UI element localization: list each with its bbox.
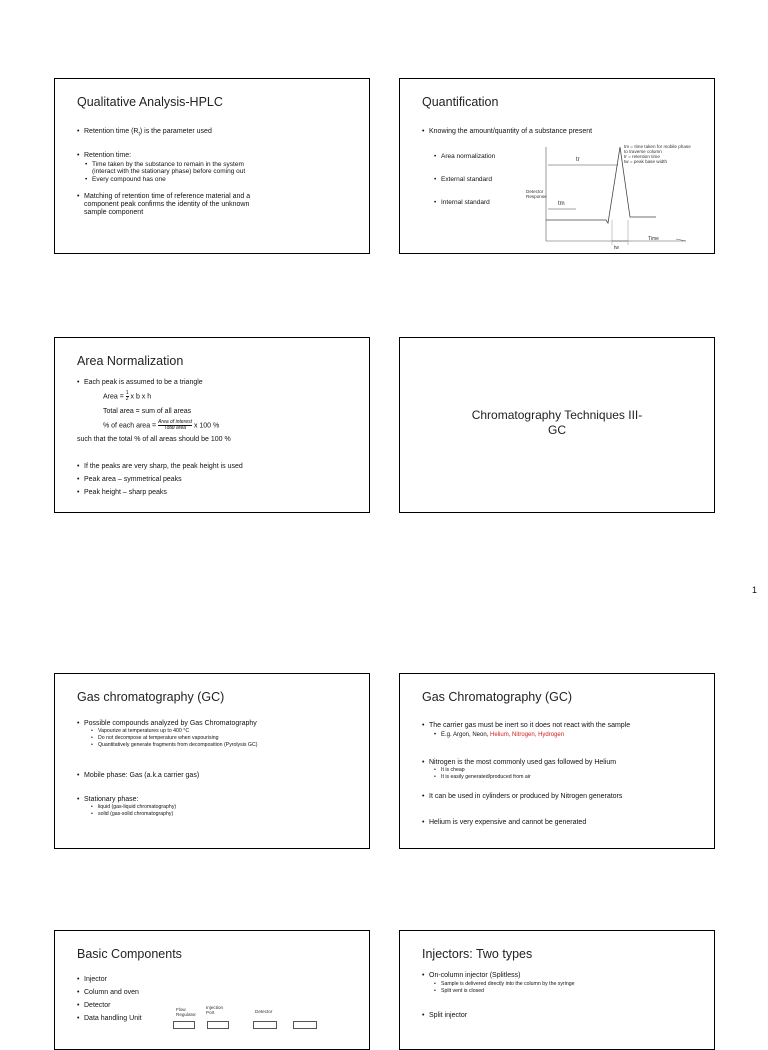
slide-gas-chromatography-2 (399, 673, 715, 849)
percent-formula: % of each area = $\frac{\text{Area of interest}}{\text{Total area}}$ x 100 % (103, 419, 220, 431)
diagram-box (293, 1021, 317, 1029)
sub-bullet: • Vapourize at temperatures up to 400 °C (91, 728, 190, 734)
tm-label: tm (558, 201, 565, 207)
bullet: • Possible compounds analyzed by Gas Chromatography (77, 720, 257, 727)
slide-title: Basic Components (77, 947, 182, 961)
slide-title: Gas chromatography (GC) (77, 690, 225, 704)
chromatogram-figure (526, 135, 712, 251)
bullet: • It can be used in cylinders or produced by Nitrogen generators (422, 793, 623, 800)
bullet: • On-column injector (Splitless) (422, 972, 521, 979)
bullet: • The carrier gas must be inert so it does not react with the sample (422, 722, 631, 729)
bullet-cont: sample component (84, 209, 144, 216)
diagram-label: Injection Port (206, 1005, 224, 1015)
sub-bullet: • Do not decompose at temperature when vapourising (91, 735, 219, 741)
slide-gas-chromatography (54, 673, 370, 849)
diagram-box (207, 1021, 229, 1029)
tw-label: tw (614, 245, 619, 251)
time-label: Time (648, 236, 659, 242)
bullet: • Split injector (422, 1012, 468, 1019)
slide-area-normalization (54, 337, 370, 513)
slide-injectors (399, 930, 715, 1050)
sub-bullet: • It is easily generated/produced from air (434, 774, 531, 780)
bullet: • Each peak is assumed to be a triangle (77, 379, 203, 386)
slide-chromatography-techniques (399, 337, 715, 513)
sub-bullet: • Time taken by the substance to remain in the system (85, 161, 244, 168)
sub-bullet: • E.g. Argon, Neon, Helium, Nitrogen, Hydrogen (434, 732, 565, 738)
slide-title: Qualitative Analysis-HPLC (77, 95, 223, 109)
total-area: Total area = sum of all areas (103, 408, 192, 415)
method-item: • Area normalization (434, 153, 496, 160)
slide-title: Area Normalization (77, 354, 184, 368)
sub-bullet: • It is cheap (434, 767, 465, 773)
bullet: • Nitrogen is the most commonly used gas followed by Helium (422, 759, 617, 766)
method-item: • Internal standard (434, 199, 490, 206)
sub-bullet: • liquid (gas-liquid chromatography) (91, 804, 177, 810)
bullet: • Stationary phase: (77, 796, 139, 803)
diagram-box (173, 1021, 195, 1029)
tr-label: tr (576, 157, 580, 163)
bullet: • Mobile phase: Gas (a.k.a carrier gas) (77, 772, 200, 779)
sub-bullet: • Sample is delivered directly into the column by the syringe (434, 981, 575, 987)
bullet-cont: component peak confirms the identity of the unknown (84, 201, 250, 208)
page-number: 1 (752, 585, 758, 595)
bullet: • Data handling Unit (77, 1015, 142, 1022)
bullet: • Helium is very expensive and cannot be generated (422, 819, 587, 826)
diagram-label: Flow Regulator (176, 1007, 196, 1017)
bullet: • If the peaks are very sharp, the peak height is used (77, 463, 243, 470)
method-item: • External standard (434, 176, 492, 183)
legend-text: tm = time taken for mobile phase to traverse column tr = retention time tw = peak base width (624, 144, 691, 164)
diagram-box (253, 1021, 277, 1029)
bullet: • Peak height – sharp peaks (77, 489, 167, 496)
helium-text: Helium, (490, 732, 511, 738)
slide-title: Gas Chromatography (GC) (422, 690, 573, 704)
hydrogen-text: Hydrogen (538, 732, 565, 738)
sub-bullet: • Quantitatively generate fragments from decomposition (Pyrolysis GC) (91, 742, 258, 748)
gc-diagram (173, 1005, 363, 1025)
bullet: • Column and oven (77, 989, 139, 996)
slide-basic-components (54, 930, 370, 1050)
bullet: • Peak area – symmetrical peaks (77, 476, 182, 483)
slide-title: Quantification (422, 95, 499, 109)
area-formula: Area = $\frac{1}{2}$ x b x h (103, 390, 152, 402)
note: such that the total % of all areas should be 100 % (77, 436, 231, 443)
diagram-label: Detector (255, 1009, 273, 1014)
sub-bullet: • solid (gas-solid chromatography) (91, 811, 174, 817)
nitrogen-text: Nitrogen, (512, 732, 537, 738)
sub-bullet-cont: (interact with the stationary phase) before coming out (92, 168, 246, 175)
sub-bullet: • Split vent is closed (434, 988, 484, 994)
slide-quantification (399, 78, 715, 254)
bullet: • Knowing the amount/quantity of a substance present (422, 128, 593, 135)
slide-qualitative-analysis (54, 78, 370, 254)
bullet: • Retention time: (77, 152, 132, 159)
bullet: • Injector (77, 976, 107, 983)
sub-bullet: • Every compound has one (85, 176, 166, 183)
slide-title: Chromatography Techniques III- GC (471, 408, 643, 437)
bullet: • Detector (77, 1002, 111, 1009)
bullet: • Retention time $(R_t)$ is the parameter used (77, 128, 212, 138)
slide-title: Injectors: Two types (422, 947, 533, 961)
bullet: • Matching of retention time of reference material and a (77, 193, 251, 200)
axis-label: Detector Response (526, 189, 547, 199)
